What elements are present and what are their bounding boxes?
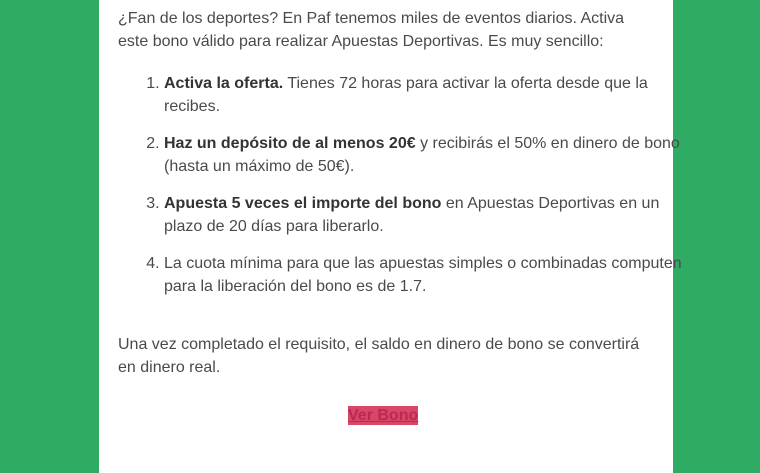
list-item [164,192,694,238]
step-text: en Apuestas Deportivas en un plazo de 20 días para liberarlo. [164,195,660,235]
step-text: y recibirás el 50% en dinero de bono (hasta un máximo de 50€). [164,135,680,175]
step-text: La cuota mínima para que las apuestas simples o combinadas computen para la liberación del bono es de 1.7. [164,255,682,295]
step-bold: Haz un depósito de al menos 20€ [164,135,416,152]
list-item [164,72,694,118]
list-item [164,132,694,178]
email-card [99,0,682,473]
outro-text: Una vez completado el requisito, el saldo en dinero de bono se convertirá en dinero real. [118,336,640,376]
step-text: Tienes 72 horas para activar la oferta desde que la recibes. [164,75,648,115]
steps-list [118,72,694,312]
ver-bono-button[interactable]: Ver Bono [348,407,419,424]
step-bold: Apuesta 5 veces el importe del bono [164,195,442,212]
intro-text: ¿Fan de los deportes? En Paf tenemos miles de eventos diarios. Activa este bono válido para realizar Apuestas Deportivas. Es muy sencillo: [118,10,625,50]
list-item [164,252,694,298]
step-bold: Activa la oferta. [164,75,284,92]
